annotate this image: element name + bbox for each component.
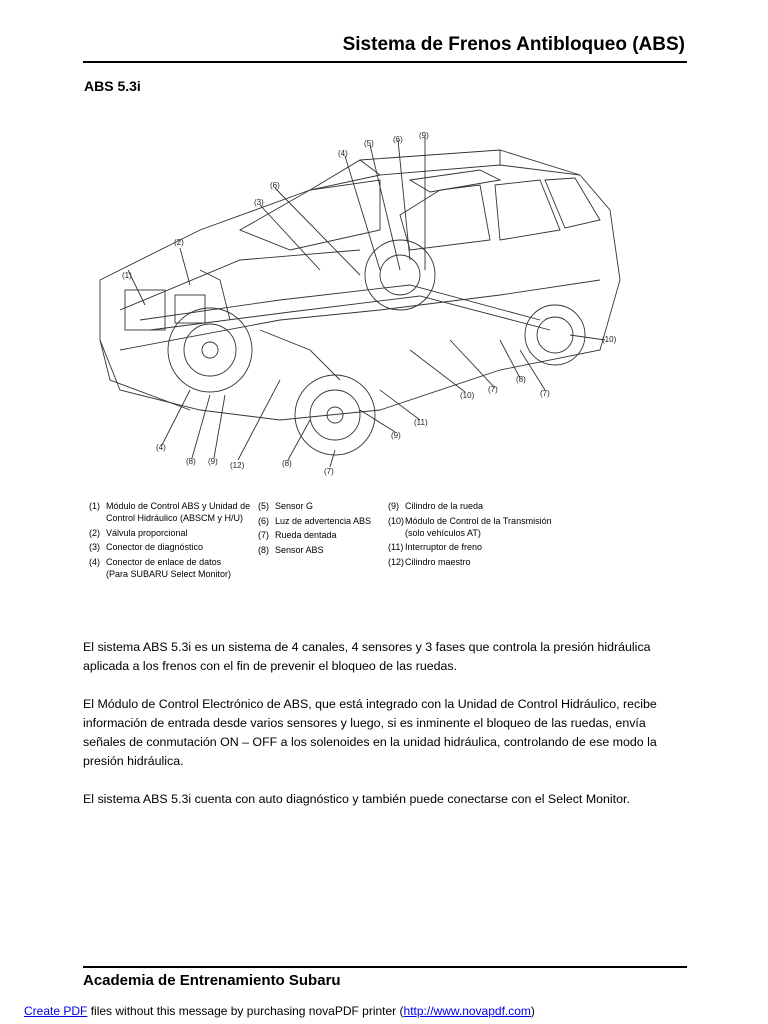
callout-4a: (4): [338, 149, 348, 158]
legend-item: (6) Luz de advertencia ABS: [258, 515, 372, 526]
callout-11: (11): [414, 418, 428, 427]
pdf-creator-note: Create PDF files without this message by purchasing novaPDF printer (http://www.novapdf.com): [24, 1004, 535, 1018]
legend-column-3: [388, 500, 552, 570]
body-paragraph-1: El sistema ABS 5.3i es un sistema de 4 canales, 4 sensores y 3 fases que controla la presión hidráulica aplicada a los frenos con el fin de prevenir el bloqueo de las ruedas.: [83, 640, 651, 673]
callout-10b: (10): [460, 391, 475, 400]
legend-item: (12)Cilindro maestro: [388, 556, 471, 567]
callout-9b: (9): [208, 457, 218, 466]
callout-4b: (4): [156, 443, 166, 452]
legend-item: (8) Sensor ABS: [258, 544, 324, 555]
callout-2: (2): [174, 238, 184, 247]
abs-components-diagram: [80, 120, 690, 480]
callout-7b: (7): [540, 389, 550, 398]
section-title: ABS 5.3i: [84, 78, 141, 94]
body-paragraph-3: El sistema ABS 5.3i cuenta con auto diagnóstico y también puede conectarse con el Select Monitor.: [83, 792, 630, 806]
callout-5: (5): [364, 139, 374, 148]
legend-item: (9) Cilindro de la rueda: [388, 501, 484, 511]
callout-12: (12): [230, 461, 245, 470]
legend-column-1: [89, 500, 250, 582]
legend-item: (1) Módulo de Control ABS y Unidad de Control Hidráulico (ABSCM y H/U): [89, 501, 251, 523]
legend-item: (5) Sensor G: [258, 501, 314, 511]
legend-column-2: [258, 500, 371, 558]
callout-9c: (9): [391, 431, 401, 440]
callout-6a: (6): [270, 181, 280, 190]
callout-8c: (8): [282, 459, 292, 468]
legend-item: (4) Conector de enlace de datos (Para SUBARU Select Monitor): [89, 556, 232, 579]
legend-item: (2) Válvula proporcional: [89, 527, 188, 538]
create-pdf-link[interactable]: Create PDF: [24, 1004, 88, 1018]
page-title: Sistema de Frenos Antibloqueo (ABS): [342, 34, 685, 55]
callout-1: (1): [122, 271, 132, 280]
callout-10a: (10): [602, 335, 617, 344]
callout-7a: (7): [488, 385, 498, 394]
footer-rule: [83, 966, 687, 968]
header-rule: [83, 61, 687, 63]
legend-item: (7) Rueda dentada: [258, 530, 337, 540]
novapdf-link[interactable]: http://www.novapdf.com: [403, 1004, 531, 1018]
callout-8a: (8): [516, 375, 526, 384]
callout-3: (3): [254, 198, 264, 207]
callout-8b: (8): [186, 457, 196, 466]
legend-item: (3) Conector de diagnóstico: [89, 542, 204, 552]
callout-6b: (6): [393, 135, 403, 144]
legend-item: (11) Interruptor de freno: [388, 542, 483, 552]
legend-item: (10)Módulo de Control de la Transmisión (solo vehículos AT): [388, 515, 552, 538]
callout-9a: (9): [419, 131, 429, 140]
footer-title: Academia de Entrenamiento Subaru: [83, 972, 341, 989]
body-paragraph-2: El Módulo de Control Electrónico de ABS, que está integrado con la Unidad de Control Hidráulico, recibe información de entrada desde varios sensores y luego, si es inminente el bloqueo de las ruedas, envía señales de conmutación ON – OFF a los solenoides en la unidad hidráulica, controlando de ese modo la presión hidráulica.: [83, 697, 657, 768]
callout-labels: [122, 131, 617, 476]
callout-7c: (7): [324, 467, 334, 476]
